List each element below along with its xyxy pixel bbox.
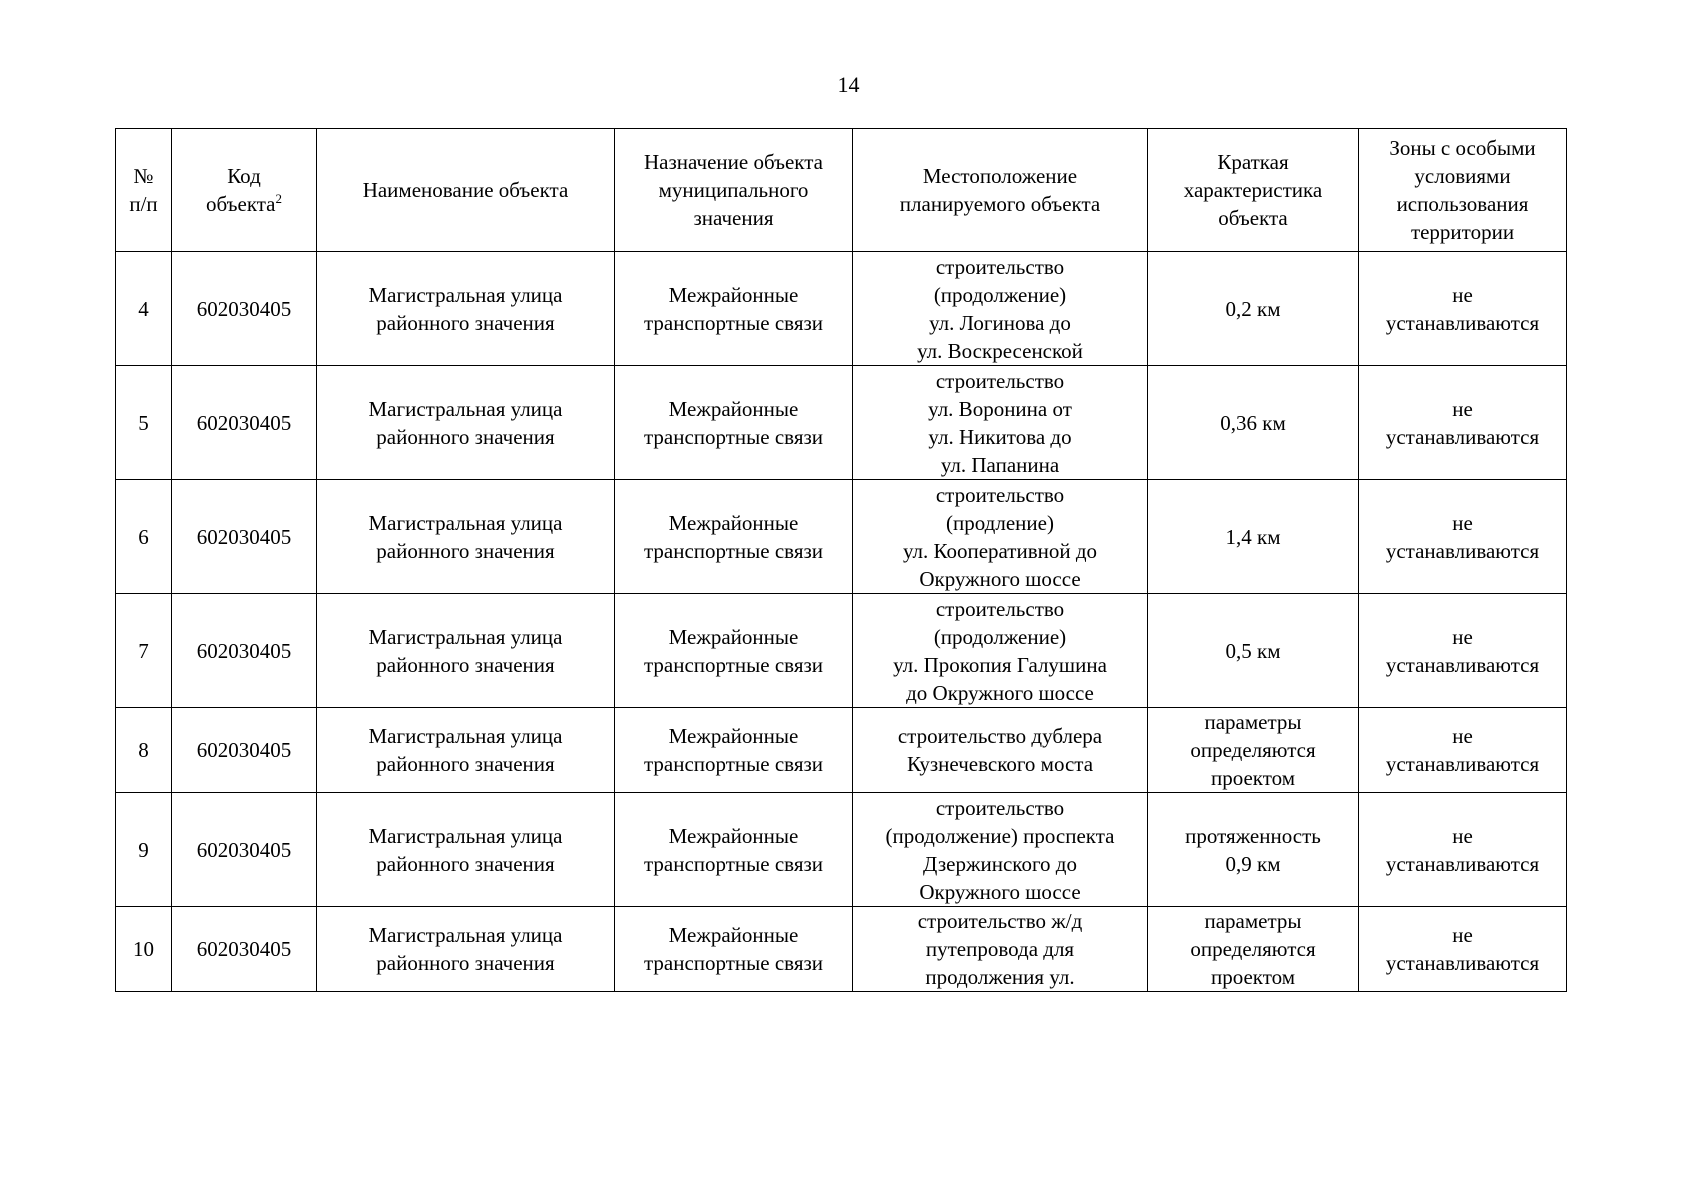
header-cell-location xyxy=(853,129,1148,252)
cell-line: строительство xyxy=(935,482,1065,507)
header-cell-code xyxy=(172,129,317,252)
header-line: условиями xyxy=(1414,164,1511,188)
cell-code: 602030405 xyxy=(172,252,317,366)
cell-line: Магистральная улица xyxy=(368,282,563,307)
header-cell-characteristic xyxy=(1148,129,1359,252)
cell-line: протяженность xyxy=(1185,823,1321,848)
cell-line: путепровода для xyxy=(925,937,1075,961)
header-line: характеристика xyxy=(1183,178,1323,202)
cell-line: районного значения xyxy=(376,652,555,677)
cell-line: (продление) xyxy=(946,510,1054,535)
cell-purpose xyxy=(615,366,853,480)
cell-line: районного значения xyxy=(376,752,555,776)
page-number: 14 xyxy=(837,72,860,97)
cell-zones xyxy=(1359,708,1567,793)
cell-line: транспортные связи xyxy=(643,310,824,335)
cell-num: 6 xyxy=(116,480,172,594)
cell-code: 602030405 xyxy=(172,793,317,907)
header-cell-purpose xyxy=(615,129,853,252)
table-row xyxy=(116,907,1567,992)
cell-zones xyxy=(1359,793,1567,907)
cell-line: определяются xyxy=(1190,738,1316,762)
cell-line: не xyxy=(1452,823,1473,848)
cell-line: (продолжение) xyxy=(933,624,1067,649)
table-row xyxy=(116,252,1567,366)
cell-line: Магистральная улица xyxy=(368,823,563,848)
header-line: п/п xyxy=(129,192,158,216)
cell-line: проектом xyxy=(1210,766,1296,790)
cell-line: районного значения xyxy=(376,424,555,449)
cell-line: Кузнечевского моста xyxy=(906,752,1094,776)
cell-line: устанавливаются xyxy=(1385,310,1540,335)
header-line: Код xyxy=(227,164,261,188)
cell-num: 5 xyxy=(116,366,172,480)
cell-line: параметры xyxy=(1204,909,1302,933)
header-line: Местоположение xyxy=(922,164,1078,188)
cell-line: параметры xyxy=(1204,710,1302,734)
cell-line: устанавливаются xyxy=(1385,424,1540,449)
header-line: Зоны с особыми xyxy=(1389,136,1536,160)
cell-characteristic xyxy=(1148,594,1359,708)
cell-name xyxy=(317,907,615,992)
header-line: Краткая xyxy=(1217,150,1289,174)
cell-line: определяются xyxy=(1190,937,1316,961)
cell-line: не xyxy=(1452,624,1473,649)
cell-characteristic xyxy=(1148,252,1359,366)
cell-line: устанавливаются xyxy=(1385,652,1540,677)
header-line: объекта xyxy=(1218,206,1288,230)
cell-line: Магистральная улица xyxy=(368,724,563,748)
cell-line: Окружного шоссе xyxy=(919,566,1081,591)
cell-line: ул. Папанина xyxy=(940,452,1060,477)
table-row xyxy=(116,480,1567,594)
cell-line: транспортные связи xyxy=(643,652,824,677)
cell-line: ул. Воронина от xyxy=(928,396,1072,421)
cell-name xyxy=(317,252,615,366)
cell-line: транспортные связи xyxy=(643,851,824,876)
cell-characteristic xyxy=(1148,907,1359,992)
cell-location xyxy=(853,708,1148,793)
cell-line: Межрайонные xyxy=(668,724,799,748)
cell-name xyxy=(317,480,615,594)
cell-line: Межрайонные xyxy=(668,510,799,535)
header-line: муниципального xyxy=(658,178,809,202)
cell-line: районного значения xyxy=(376,951,555,975)
cell-line: Магистральная улица xyxy=(368,396,563,421)
cell-line: Магистральная улица xyxy=(368,923,563,947)
cell-line: строительство xyxy=(935,254,1065,279)
cell-line: 0,5 км xyxy=(1225,638,1281,663)
cell-line: транспортные связи xyxy=(643,538,824,563)
header-line: планируемого объекта xyxy=(899,192,1101,216)
cell-purpose xyxy=(615,594,853,708)
header-line: Назначение объекта xyxy=(644,150,823,174)
objects-table xyxy=(115,128,1567,992)
cell-line: районного значения xyxy=(376,538,555,563)
cell-name xyxy=(317,793,615,907)
cell-zones xyxy=(1359,366,1567,480)
cell-line: транспортные связи xyxy=(643,424,824,449)
cell-line: ул. Кооперативной до xyxy=(902,538,1098,563)
cell-line: устанавливаются xyxy=(1385,851,1540,876)
cell-location xyxy=(853,793,1148,907)
cell-line: устанавливаются xyxy=(1385,951,1540,975)
cell-characteristic xyxy=(1148,708,1359,793)
cell-line: строительство дублера xyxy=(897,724,1103,748)
cell-line: транспортные связи xyxy=(643,752,824,776)
cell-location xyxy=(853,594,1148,708)
cell-line: 0,36 км xyxy=(1220,410,1286,435)
header-cell-name xyxy=(317,129,615,252)
cell-zones xyxy=(1359,594,1567,708)
cell-line: не xyxy=(1452,724,1473,748)
cell-purpose xyxy=(615,252,853,366)
cell-line: (продолжение) проспекта xyxy=(885,823,1115,848)
cell-purpose xyxy=(615,480,853,594)
cell-line: строительство xyxy=(935,795,1065,820)
cell-line: ул. Логинова до xyxy=(929,310,1071,335)
cell-num: 4 xyxy=(116,252,172,366)
cell-line: Окружного шоссе xyxy=(919,879,1081,904)
cell-line: Межрайонные xyxy=(668,624,799,649)
cell-location xyxy=(853,480,1148,594)
cell-line: строительство ж/д xyxy=(917,909,1083,933)
cell-line: Межрайонные xyxy=(668,282,799,307)
cell-name xyxy=(317,594,615,708)
table-header-row xyxy=(116,129,1567,252)
cell-characteristic xyxy=(1148,366,1359,480)
cell-line: Дзержинского до xyxy=(923,851,1077,876)
header-line: значения xyxy=(693,206,774,230)
cell-zones xyxy=(1359,907,1567,992)
cell-line: не xyxy=(1452,396,1473,421)
cell-line: до Окружного шоссе xyxy=(906,680,1094,705)
header-line: № xyxy=(133,164,154,188)
cell-line: Межрайонные xyxy=(668,823,799,848)
cell-line: строительство xyxy=(935,368,1065,393)
header-cell-num xyxy=(116,129,172,252)
cell-line: проектом xyxy=(1210,965,1296,989)
table-row xyxy=(116,793,1567,907)
cell-location xyxy=(853,907,1148,992)
footnote-marker: 2 xyxy=(275,191,283,206)
cell-line: Межрайонные xyxy=(668,923,799,947)
cell-code: 602030405 xyxy=(172,366,317,480)
cell-line: Магистральная улица xyxy=(368,510,563,535)
cell-name xyxy=(317,708,615,793)
table-row xyxy=(116,366,1567,480)
cell-line: транспортные связи xyxy=(643,951,824,975)
cell-num: 10 xyxy=(116,907,172,992)
cell-line: (продолжение) xyxy=(933,282,1067,307)
header-cell-zones xyxy=(1359,129,1567,252)
cell-code: 602030405 xyxy=(172,708,317,793)
cell-line: 0,9 км xyxy=(1225,851,1281,876)
cell-characteristic xyxy=(1148,793,1359,907)
cell-line: устанавливаются xyxy=(1385,752,1540,776)
cell-zones xyxy=(1359,480,1567,594)
header-line: использования xyxy=(1396,192,1529,216)
cell-line: районного значения xyxy=(376,851,555,876)
cell-line: Магистральная улица xyxy=(368,624,563,649)
cell-line: районного значения xyxy=(376,310,555,335)
cell-num: 7 xyxy=(116,594,172,708)
cell-purpose xyxy=(615,793,853,907)
cell-line: не xyxy=(1452,282,1473,307)
cell-line: устанавливаются xyxy=(1385,538,1540,563)
table-row xyxy=(116,594,1567,708)
cell-location xyxy=(853,252,1148,366)
cell-zones xyxy=(1359,252,1567,366)
cell-code: 602030405 xyxy=(172,907,317,992)
table-row xyxy=(116,708,1567,793)
cell-purpose xyxy=(615,907,853,992)
cell-line: 0,2 км xyxy=(1225,296,1281,321)
cell-num: 8 xyxy=(116,708,172,793)
header-line: Наименование объекта xyxy=(362,178,569,202)
cell-line: ул. Воскресенской xyxy=(917,338,1083,363)
cell-characteristic xyxy=(1148,480,1359,594)
cell-num: 9 xyxy=(116,793,172,907)
cell-line: Межрайонные xyxy=(668,396,799,421)
cell-code: 602030405 xyxy=(172,480,317,594)
cell-name xyxy=(317,366,615,480)
cell-line: ул. Прокопия Галушина xyxy=(893,652,1107,677)
header-line: территории xyxy=(1410,220,1515,244)
cell-line: 1,4 км xyxy=(1225,524,1281,549)
cell-line: не xyxy=(1452,510,1473,535)
cell-line: ул. Никитова до xyxy=(928,424,1072,449)
cell-line: строительство xyxy=(935,596,1065,621)
cell-code: 602030405 xyxy=(172,594,317,708)
cell-location xyxy=(853,366,1148,480)
header-line: объекта xyxy=(205,192,276,216)
cell-line: продолжения ул. xyxy=(925,965,1075,989)
cell-line: не xyxy=(1452,923,1473,947)
cell-purpose xyxy=(615,708,853,793)
